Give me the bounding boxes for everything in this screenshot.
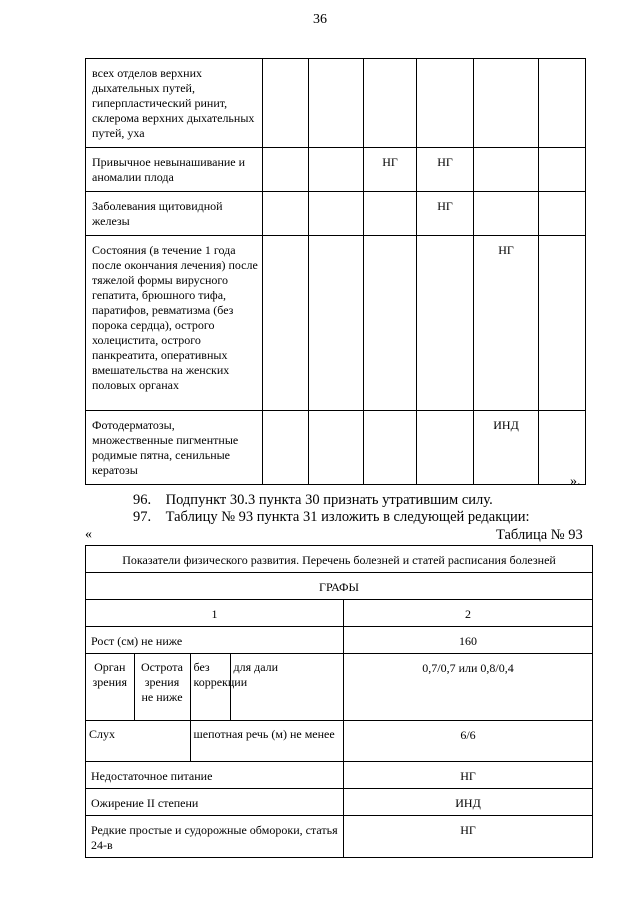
disease-description: Фотодерматозы, множественные пигментные родимые пятна, сенильные кератозы	[86, 411, 263, 485]
height-label: Рост (см) не ниже	[86, 627, 344, 654]
table-row	[86, 654, 593, 721]
paragraph-number: 96.	[133, 492, 152, 508]
table-93	[85, 545, 593, 858]
row-label: Редкие простые и судорожные обмороки, статья 24-в	[86, 816, 344, 858]
graph-cell	[309, 411, 364, 485]
table-row	[86, 789, 593, 816]
table-row	[86, 236, 586, 411]
page-number: 36	[313, 12, 327, 27]
graph-cell: НГ	[417, 192, 474, 236]
closing-quote: ».	[570, 474, 581, 489]
graph-cell	[474, 59, 539, 148]
graphs-header: ГРАФЫ	[86, 573, 593, 600]
graph-cell	[309, 192, 364, 236]
table-title: Показатели физического развития. Перечень болезней и статей расписания болезней	[86, 546, 593, 573]
table-row	[86, 762, 593, 789]
graph-cell	[364, 411, 417, 485]
graph-cell	[417, 411, 474, 485]
row-value: НГ	[344, 816, 593, 858]
table-row	[86, 627, 593, 654]
graph-cell	[417, 236, 474, 411]
row-label: Недостаточное питание	[86, 762, 344, 789]
paragraph-97	[133, 509, 530, 526]
graph-cell: НГ	[364, 148, 417, 192]
graph-cell	[263, 411, 309, 485]
graph-cell	[309, 148, 364, 192]
graph-cell	[417, 59, 474, 148]
vision-distance-label: для дали	[230, 654, 343, 720]
paragraph-96	[133, 492, 493, 509]
paragraph-text: Подпункт 30.3 пункта 30 признать утратившим силу.	[165, 492, 493, 508]
table-title-row	[86, 546, 593, 573]
paragraph-number: 97.	[133, 509, 152, 525]
table-row	[86, 411, 586, 485]
height-value: 160	[344, 627, 593, 654]
graph-cell	[364, 236, 417, 411]
graph-cell	[364, 192, 417, 236]
disease-description: всех отделов верхних дыхательных путей, гиперпластический ринит, склерома верхних дыхательных путей, уха	[86, 59, 263, 148]
hearing-cell	[86, 721, 344, 762]
graph-cell	[263, 59, 309, 148]
column-number-row	[86, 600, 593, 627]
graph-cell	[263, 148, 309, 192]
graph-cell	[539, 148, 586, 192]
graph-cell	[364, 59, 417, 148]
disease-description: Привычное невынашивание и аномалии плода	[86, 148, 263, 192]
diseases-table-continuation	[85, 58, 586, 485]
graph-cell: НГ	[417, 148, 474, 192]
graph-cell	[474, 192, 539, 236]
hearing-value: 6/6	[344, 721, 593, 762]
graph-cell	[263, 192, 309, 236]
row-value: ИНД	[344, 789, 593, 816]
graph-cell	[539, 192, 586, 236]
table-label: Таблица № 93	[496, 527, 583, 543]
column-2-header: 2	[344, 600, 593, 627]
graph-cell	[309, 236, 364, 411]
graph-cell	[309, 59, 364, 148]
row-label: Ожирение II степени	[86, 789, 344, 816]
column-1-header: 1	[86, 600, 344, 627]
graphs-header-row	[86, 573, 593, 600]
vision-organ-label: Орган зрения	[92, 660, 127, 689]
graph-cell: ИНД	[474, 411, 539, 485]
vision-acuity-label: Острота зрения не ниже	[134, 654, 190, 720]
paragraph-text: Таблицу № 93 пункта 31 изложить в следующей редакции:	[165, 509, 530, 525]
table-row	[86, 192, 586, 236]
hearing-label: Слух	[89, 727, 115, 741]
opening-quote: «	[85, 527, 92, 542]
graph-cell	[263, 236, 309, 411]
table-row	[86, 59, 586, 148]
vision-cell	[86, 654, 344, 721]
graph-cell	[539, 59, 586, 148]
table-row	[86, 816, 593, 858]
disease-description: Состояния (в течение 1 года после окончания лечения) после тяжелой формы вирусного гепатита, брюшного тифа, паратифов, ревматизма (без порока сердца), острого холецистита, острого панкреатита, оперативных вмешательства на женских половых органах	[86, 236, 263, 411]
table-row	[86, 721, 593, 762]
graph-cell	[539, 236, 586, 411]
graph-cell: НГ	[474, 236, 539, 411]
graph-cell	[474, 148, 539, 192]
vision-uncorrected-label: без коррекции	[190, 654, 230, 720]
hearing-whisper-label: шепотная речь (м) не менее	[190, 721, 343, 761]
vision-value: 0,7/0,7 или 0,8/0,4	[344, 654, 593, 721]
table-row	[86, 148, 586, 192]
disease-description: Заболевания щитовидной железы	[86, 192, 263, 236]
row-value: НГ	[344, 762, 593, 789]
